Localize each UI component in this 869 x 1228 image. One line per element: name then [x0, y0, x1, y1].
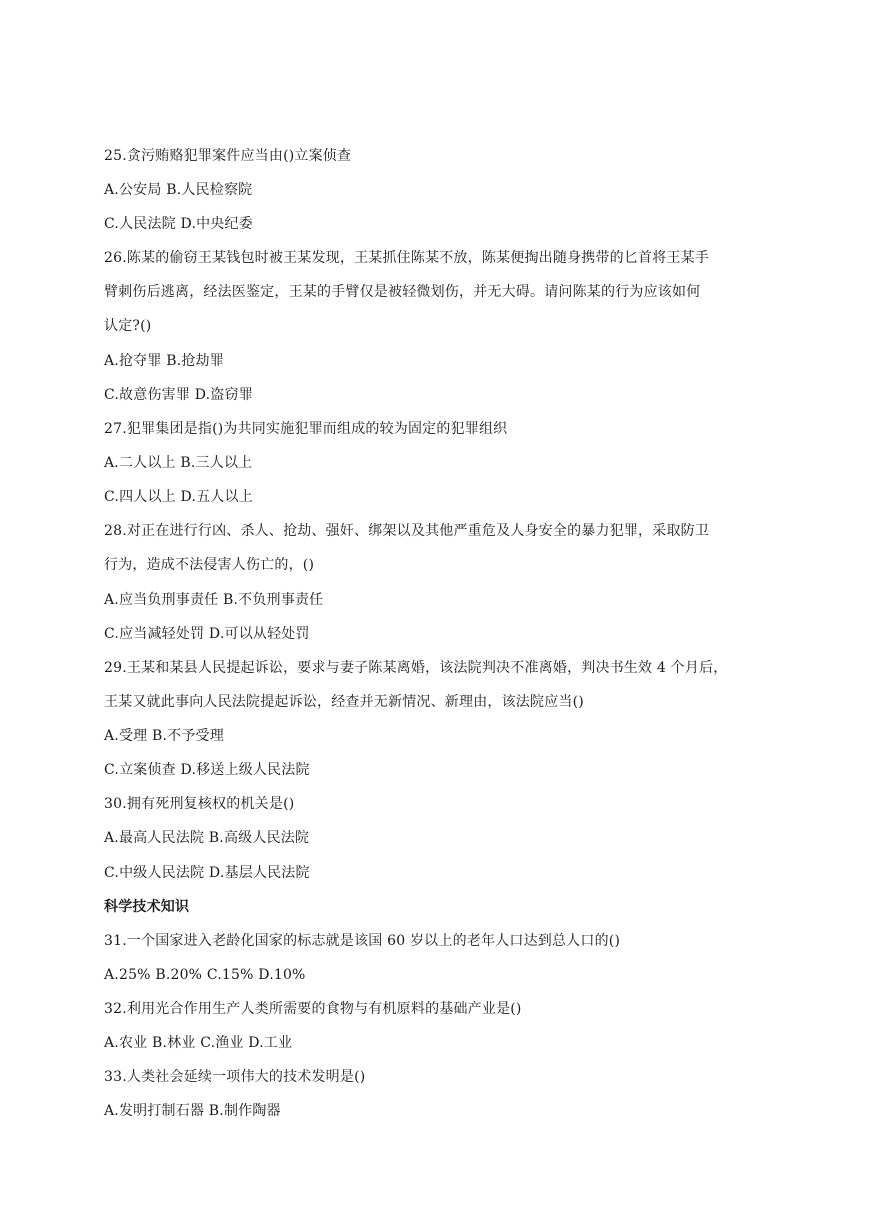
- question-26-options-ab: A.抢夺罪 B.抢劫罪: [104, 353, 224, 369]
- question-31: 31.一个国家进入老龄化国家的标志就是该国 60 岁以上的老年人口达到总人口的(): [104, 933, 621, 949]
- question-30-options-cd: C.中级人民法院 D.基层人民法院: [104, 865, 310, 881]
- question-25-options-cd: C.人民法院 D.中央纪委: [104, 216, 253, 232]
- question-28-line-1: 28.对正在进行行凶、杀人、抢劫、强奸、绑架以及其他严重危及人身安全的暴力犯罪，采取防卫: [104, 523, 710, 539]
- question-29-line-2: 王某又就此事向人民法院提起诉讼，经查并无新情况、新理由，该法院应当(): [104, 694, 584, 710]
- question-26-line-1: 26.陈某的偷窃王某钱包时被王某发现，王某抓住陈某不放，陈某便掏出随身携带的匕首将王某手: [104, 250, 710, 266]
- question-31-options: A.25% B.20% C.15% D.10%: [104, 967, 306, 983]
- question-25: 25.贪污贿赂犯罪案件应当由()立案侦查: [104, 148, 352, 164]
- question-28-options-cd: C.应当减轻处罚 D.可以从轻处罚: [104, 626, 310, 642]
- question-33: 33.人类社会延续一项伟大的技术发明是(): [104, 1069, 366, 1085]
- section-heading: 科学技术知识: [104, 899, 190, 915]
- question-33-options-ab: A.发明打制石器 B.制作陶器: [104, 1103, 281, 1119]
- question-27: 27.犯罪集团是指()为共同实施犯罪而组成的较为固定的犯罪组织: [104, 421, 508, 437]
- question-29-options-cd: C.立案侦查 D.移送上级人民法院: [104, 762, 310, 778]
- question-26-line-3: 认定?(): [104, 318, 152, 334]
- question-28-line-2: 行为，造成不法侵害人伤亡的，(): [104, 557, 315, 573]
- question-29-line-1: 29.王某和某县人民提起诉讼，要求与妻子陈某离婚，该法院判决不准离婚，判决书生效 4 个月后，: [104, 660, 728, 676]
- question-30-options-ab: A.最高人民法院 B.高级人民法院: [104, 830, 310, 846]
- question-30: 30.拥有死刑复核权的机关是(): [104, 796, 295, 812]
- question-32-options: A.农业 B.林业 C.渔业 D.工业: [104, 1035, 293, 1051]
- question-32: 32.利用光合作用生产人类所需要的食物与有机原料的基础产业是(): [104, 1001, 522, 1017]
- question-28-options-ab: A.应当负刑事责任 B.不负刑事责任: [104, 592, 324, 608]
- question-27-options-ab: A.二人以上 B.三人以上: [104, 455, 253, 471]
- question-26-options-cd: C.故意伤害罪 D.盗窃罪: [104, 387, 253, 403]
- question-25-options-ab: A.公安局 B.人民检察院: [104, 182, 253, 198]
- question-29-options-ab: A.受理 B.不予受理: [104, 728, 224, 744]
- question-26-line-2: 臂刺伤后逃离，经法医鉴定，王某的手臂仅是被轻微划伤，并无大碍。请问陈某的行为应该如何: [104, 284, 701, 300]
- question-27-options-cd: C.四人以上 D.五人以上: [104, 489, 253, 505]
